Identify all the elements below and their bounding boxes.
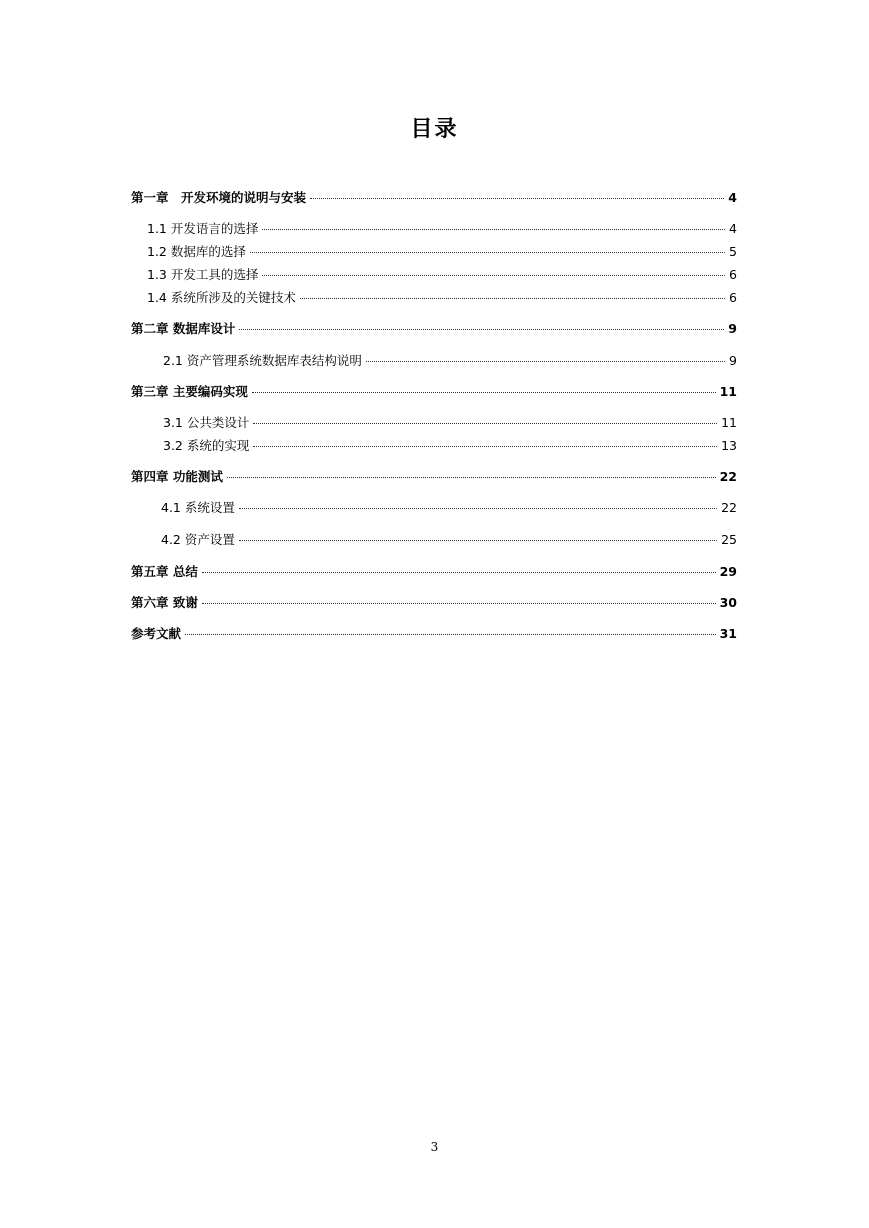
toc-entry-page: 30 [719,595,737,610]
toc-leader-dots [262,218,725,230]
page-number: 3 [430,1140,439,1154]
toc-entry-page: 25 [721,532,737,547]
toc-entry-page: 22 [721,500,737,515]
toc-entry-chapter-4[interactable] [131,467,737,485]
toc-entry-label: 1.1 开发语言的选择 [147,221,259,236]
toc-entry-page: 11 [721,415,737,430]
toc-entry-label: 1.4 系统所涉及的关键技术 [147,290,296,305]
toc-entry-page: 29 [719,564,737,579]
toc-entry-label: 第六章 致谢 [131,595,198,610]
toc-entry-chapter-1[interactable] [131,188,737,206]
toc-entry-section-1-2[interactable] [147,242,737,260]
toc-entry-label: 第五章 总结 [131,564,198,579]
toc-entry-label: 3.1 公共类设计 [163,415,250,430]
toc-entry-page: 6 [729,290,737,305]
toc-entry-page: 5 [729,244,737,259]
toc-entry-label: 第三章 主要编码实现 [131,384,248,399]
toc-entry-section-1-4[interactable] [147,288,737,306]
toc-leader-dots [366,350,725,362]
toc-entry-chapter-2[interactable] [131,319,737,337]
toc-entry-section-4-2[interactable] [161,530,737,548]
toc-leader-dots [185,623,716,635]
toc-leader-dots [239,497,717,509]
toc-entry-page: 11 [719,384,737,399]
toc-leader-dots [239,318,724,330]
toc-leader-dots [239,529,717,541]
toc-entry-page: 4 [729,221,737,236]
toc-entry-label: 1.3 开发工具的选择 [147,267,259,282]
toc-entry-page: 6 [729,267,737,282]
toc-title: 目录 [410,117,459,142]
toc-leader-dots [202,561,716,573]
toc-entry-page: 31 [719,626,737,641]
toc-entry-section-4-1[interactable] [161,498,737,516]
toc-entry-chapter-5[interactable] [131,562,737,580]
toc-leader-dots [310,187,724,199]
toc-leader-dots [227,466,716,478]
toc-leader-dots [262,264,725,276]
toc-entry-page: 13 [721,438,737,453]
toc-entry-page: 9 [728,321,737,336]
toc-entry-section-3-2[interactable] [163,436,737,454]
toc-entry-page: 4 [728,190,737,205]
toc-leader-dots [202,592,716,604]
toc-entry-page: 22 [719,469,737,484]
toc-entry-label: 第四章 功能测试 [131,469,223,484]
toc-entry-section-1-1[interactable] [147,219,737,237]
toc-entry-label: 参考文献 [131,626,182,641]
toc-entry-label: 3.2 系统的实现 [163,438,250,453]
toc-entry-label: 2.1 资产管理系统数据库表结构说明 [163,353,362,368]
toc-entry-references[interactable] [131,624,737,642]
toc-entry-label: 第一章 开发环境的说明与安装 [131,190,307,205]
toc-leader-dots [253,412,717,424]
toc-leader-dots [253,435,717,447]
toc-entry-label: 4.1 系统设置 [161,500,235,515]
toc-entry-label: 第二章 数据库设计 [131,321,236,336]
toc-entry-section-1-3[interactable] [147,265,737,283]
toc-entry-label: 1.2 数据库的选择 [147,244,246,259]
toc-entry-label: 4.2 资产设置 [161,532,235,547]
toc-entry-section-3-1[interactable] [163,413,737,431]
toc-entry-chapter-3[interactable] [131,382,737,400]
toc-leader-dots [300,287,725,299]
toc-entry-chapter-6[interactable] [131,593,737,611]
toc-leader-dots [250,241,725,253]
toc-leader-dots [252,381,716,393]
toc-entry-section-2-1[interactable] [163,351,737,369]
toc-entry-page: 9 [729,353,737,368]
